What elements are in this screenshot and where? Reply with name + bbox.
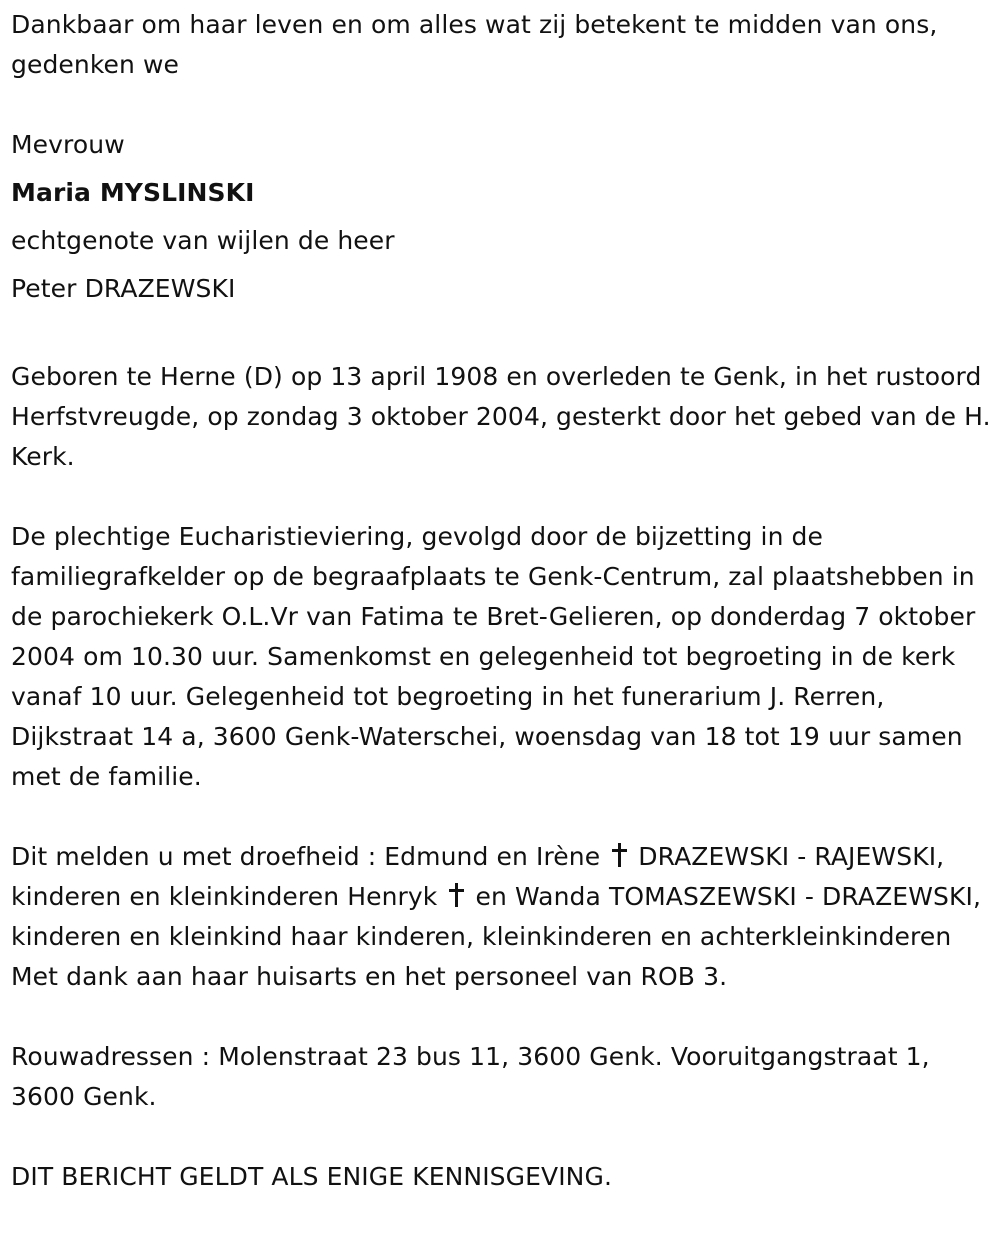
announcement-part-1: Dit melden u met droefheid : Edmund en Irène — [11, 842, 601, 871]
cross-icon — [610, 843, 628, 867]
spouse-intro: echtgenote van wijlen de heer — [11, 226, 395, 255]
honorific: Mevrouw — [11, 130, 125, 159]
deceased-name: Maria MYSLINSKI — [11, 178, 255, 207]
closing-notice: DIT BERICHT GELDT ALS ENIGE KENNISGEVING. — [11, 1162, 612, 1191]
intro-text: Dankbaar om haar leven en om alles wat zij betekent te midden van ons, gedenken we — [11, 10, 938, 79]
announcement-part-3: en Wanda TOMASZEWSKI - DRAZEWSKI, kinderen en kleinkind haar kinderen, kleinkinderen en achterkleinkinderen Met dank aan haar huisarts en het personeel van ROB 3. — [11, 882, 981, 991]
cross-icon — [447, 883, 465, 907]
announcement-paragraph — [11, 837, 991, 997]
name-block — [11, 125, 991, 317]
spouse-name: Peter DRAZEWSKI — [11, 274, 236, 303]
addresses-paragraph: Rouwadressen : Molenstraat 23 bus 11, 3600 Genk. Vooruitgangstraat 1, 3600 Genk. — [11, 1042, 930, 1111]
ceremony-paragraph: De plechtige Eucharistieviering, gevolgd door de bijzetting in de familiegrafkelder op de begraafplaats te Genk-Centrum, zal plaatshebben in de parochiekerk O.L.Vr van Fatima te Bret-Gelieren, op donderdag 7 oktober 2004 om 10.30 uur. Samenkomst en gelegenheid tot begroeting in de kerk vanaf 10 uur. Gelegenheid tot begroeting in het funerarium J. Rerren, Dijkstraat 14 a, 3600 Genk-Waterschei, woensdag van 18 tot 19 uur samen met de familie. — [11, 522, 976, 791]
announcement-part-2: DRAZEWSKI - RAJEWSKI, kinderen en kleinkinderen Henryk — [11, 842, 945, 911]
birth-death-paragraph: Geboren te Herne (D) op 13 april 1908 en overleden te Genk, in het rustoord Herfstvreugde, op zondag 3 oktober 2004, gesterkt door het gebed van de H. Kerk. — [11, 362, 991, 471]
